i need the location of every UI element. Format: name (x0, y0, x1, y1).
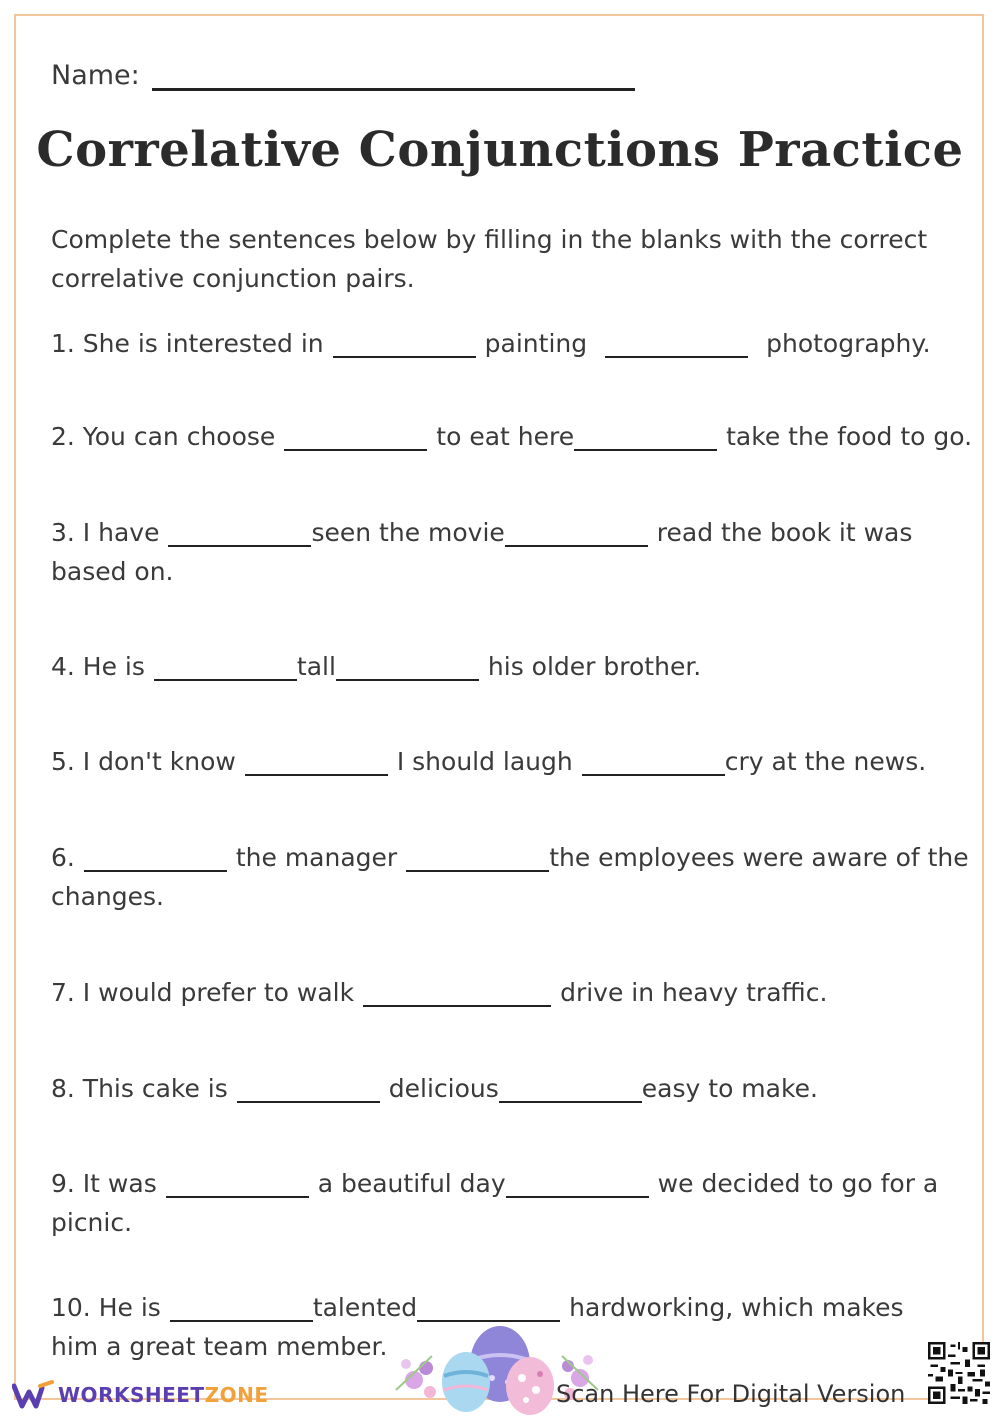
question-text: talented (312, 1293, 418, 1322)
question-text: read the book it was based on. (51, 518, 913, 586)
question-text: 7. I would prefer to walk (51, 978, 355, 1007)
question-4 (51, 647, 976, 686)
question-text: his older brother. (487, 652, 702, 681)
question-text: cry at the news. (724, 747, 927, 776)
name-label: Name: (51, 60, 140, 91)
answer-blank[interactable] (84, 842, 227, 872)
question-text: delicious (388, 1074, 499, 1103)
answer-blank[interactable] (505, 517, 648, 547)
answer-blank[interactable] (499, 1073, 642, 1103)
question-text: take the food to go. (726, 422, 973, 451)
question-text: 6. (51, 843, 75, 872)
question-text: the employees were aware of the changes. (51, 843, 969, 911)
egg-blue-icon (442, 1352, 490, 1412)
question-text: 1. She is interested in (51, 329, 324, 358)
question-text: seen the movie (311, 518, 505, 547)
answer-blank[interactable] (333, 328, 476, 358)
question-text: 3. I have (51, 518, 160, 547)
answer-blank[interactable] (582, 746, 725, 776)
answer-blank[interactable] (168, 517, 311, 547)
question-text: easy to make. (641, 1074, 818, 1103)
answer-blank[interactable] (406, 842, 549, 872)
answer-blank[interactable] (237, 1073, 380, 1103)
question-1 (51, 324, 976, 363)
answer-blank[interactable] (284, 421, 427, 451)
question-8 (51, 1069, 976, 1108)
question-6 (51, 838, 976, 916)
question-text: we decided to go for a picnic. (51, 1169, 939, 1237)
question-text: 2. You can choose (51, 422, 276, 451)
question-text: 5. I don't know (51, 747, 236, 776)
question-2 (51, 417, 976, 456)
egg-pink-icon (506, 1357, 554, 1415)
worksheetzone-logo[interactable] (12, 1380, 268, 1410)
flower-left-icon (396, 1356, 436, 1398)
answer-blank[interactable] (336, 651, 479, 681)
question-text: the manager (235, 843, 398, 872)
question-text: photography. (766, 329, 931, 358)
answer-blank[interactable] (605, 328, 748, 358)
logo-text (58, 1383, 268, 1407)
answer-blank[interactable] (166, 1168, 309, 1198)
question-text: 4. He is (51, 652, 145, 681)
page-title: Correlative Conjunctions Practice (36, 122, 964, 178)
question-3 (51, 513, 931, 591)
question-7 (51, 973, 976, 1012)
question-text: tall (296, 652, 336, 681)
question-text: 8. This cake is (51, 1074, 228, 1103)
logo-w-icon (12, 1380, 56, 1410)
answer-blank[interactable] (170, 1292, 313, 1322)
logo-text-part2: ZONE (204, 1383, 269, 1407)
answer-blank[interactable] (574, 421, 717, 451)
answer-blank[interactable] (154, 651, 297, 681)
question-text: to eat here (436, 422, 575, 451)
scan-instruction: Scan Here For Digital Version (556, 1380, 906, 1408)
question-text: painting (484, 329, 588, 358)
answer-blank[interactable] (417, 1292, 560, 1322)
question-text: 9. It was (51, 1169, 157, 1198)
question-5 (51, 742, 976, 781)
answer-blank[interactable] (506, 1168, 649, 1198)
question-9 (51, 1164, 951, 1242)
qr-code-icon[interactable] (928, 1342, 990, 1404)
logo-text-part1: WORKSHEET (58, 1383, 205, 1407)
question-text: a beautiful day (317, 1169, 506, 1198)
question-text: drive in heavy traffic. (560, 978, 828, 1007)
instructions: Complete the sentences below by filling in the blanks with the correct correlative conjunction pairs. (51, 225, 928, 293)
answer-blank[interactable] (245, 746, 388, 776)
answer-blank[interactable] (363, 977, 551, 1007)
question-text: hardworking, which makes him a great team member. (51, 1293, 904, 1361)
name-row (51, 52, 635, 91)
question-text: I should laugh (396, 747, 573, 776)
name-input-line[interactable] (152, 52, 635, 91)
question-text: 10. He is (51, 1293, 161, 1322)
